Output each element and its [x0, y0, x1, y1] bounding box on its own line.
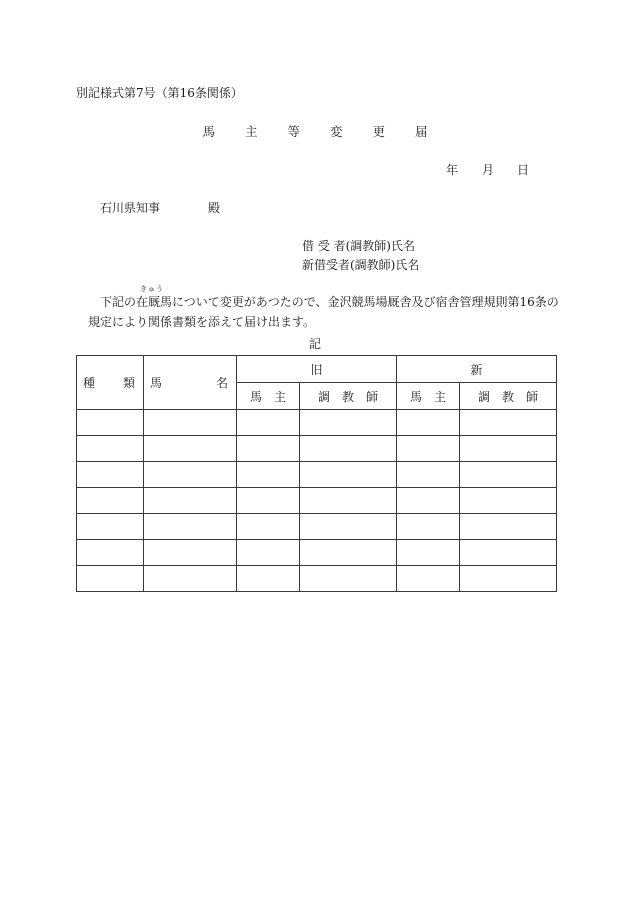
date-day-label: 日 — [517, 163, 530, 177]
table-row — [77, 566, 557, 592]
title-char: 更 — [372, 124, 385, 139]
table-cell[interactable] — [237, 410, 300, 436]
table-cell[interactable] — [397, 436, 460, 462]
table-cell[interactable] — [237, 462, 300, 488]
table-cell[interactable] — [237, 436, 300, 462]
table-cell[interactable] — [144, 566, 237, 592]
body-text-line-1: 下記の在厩馬について変更があつたので、金沢競馬場厩舎及び宿舎管理規則第16条の — [100, 295, 559, 309]
date-year-label: 年 — [446, 163, 459, 177]
change-table — [76, 355, 557, 592]
ki-heading: 記 — [308, 337, 321, 351]
new-borrower-signature-line: 新借受者(調教師)氏名 — [302, 258, 420, 272]
header-old: 旧 — [237, 356, 397, 383]
table-cell[interactable] — [460, 436, 557, 462]
table-cell[interactable] — [460, 540, 557, 566]
table-cell[interactable] — [237, 566, 300, 592]
table-row — [77, 462, 557, 488]
table-cell[interactable] — [300, 462, 397, 488]
header-new-owner: 馬 主 — [397, 383, 460, 410]
document-title — [0, 122, 630, 140]
header-horse-name: 馬 名 — [144, 356, 237, 410]
table-cell[interactable] — [300, 410, 397, 436]
table-cell[interactable] — [77, 540, 144, 566]
addressee-name: 石川県知事 — [100, 201, 161, 215]
table-cell[interactable] — [144, 410, 237, 436]
table-row — [77, 514, 557, 540]
header-new-trainer: 調 教 師 — [460, 383, 557, 410]
table-cell[interactable] — [460, 514, 557, 540]
borrower-signature-line: 借 受 者(調教師)氏名 — [302, 239, 415, 253]
table-cell[interactable] — [460, 410, 557, 436]
table-cell[interactable] — [237, 514, 300, 540]
title-char: 主 — [244, 124, 258, 139]
addressee-honorific: 殿 — [208, 201, 221, 215]
table-cell[interactable] — [397, 514, 460, 540]
table-cell[interactable] — [300, 540, 397, 566]
table-body — [77, 410, 557, 592]
title-char: 届 — [414, 124, 428, 139]
date-month-label: 月 — [482, 163, 495, 177]
table-cell[interactable] — [460, 488, 557, 514]
table-cell[interactable] — [460, 566, 557, 592]
table-cell[interactable] — [77, 566, 144, 592]
table-row — [77, 410, 557, 436]
table-cell[interactable] — [77, 410, 144, 436]
table-cell[interactable] — [460, 462, 557, 488]
furigana-ruby: きゅう — [140, 285, 164, 293]
table-cell[interactable] — [144, 488, 237, 514]
header-old-owner: 馬 主 — [237, 383, 300, 410]
table-cell[interactable] — [77, 514, 144, 540]
table-cell[interactable] — [77, 462, 144, 488]
title-char: 等 — [287, 124, 300, 139]
table-cell[interactable] — [397, 410, 460, 436]
table-cell[interactable] — [144, 462, 237, 488]
table-cell[interactable] — [144, 436, 237, 462]
table-row — [77, 436, 557, 462]
table-row — [77, 540, 557, 566]
table-cell[interactable] — [237, 488, 300, 514]
header-type: 種 類 — [77, 356, 144, 410]
table-cell[interactable] — [300, 436, 397, 462]
table-cell[interactable] — [144, 540, 237, 566]
table-cell[interactable] — [300, 566, 397, 592]
table-cell[interactable] — [77, 488, 144, 514]
table-cell[interactable] — [237, 540, 300, 566]
title-char: 変 — [329, 124, 343, 139]
table-cell[interactable] — [397, 540, 460, 566]
header-new: 新 — [397, 356, 557, 383]
table-cell[interactable] — [397, 462, 460, 488]
table-cell[interactable] — [300, 488, 397, 514]
table-cell[interactable] — [397, 566, 460, 592]
body-text-line-2: 規定により関係書類を添えて届け出ます。 — [88, 315, 316, 329]
title-char: 馬 — [202, 124, 215, 139]
table-cell[interactable] — [397, 488, 460, 514]
table-cell[interactable] — [77, 436, 144, 462]
table-cell[interactable] — [144, 514, 237, 540]
table-cell[interactable] — [300, 514, 397, 540]
header-old-trainer: 調 教 師 — [300, 383, 397, 410]
table-row — [77, 488, 557, 514]
form-reference: 別記様式第7号（第16条関係） — [76, 86, 243, 100]
